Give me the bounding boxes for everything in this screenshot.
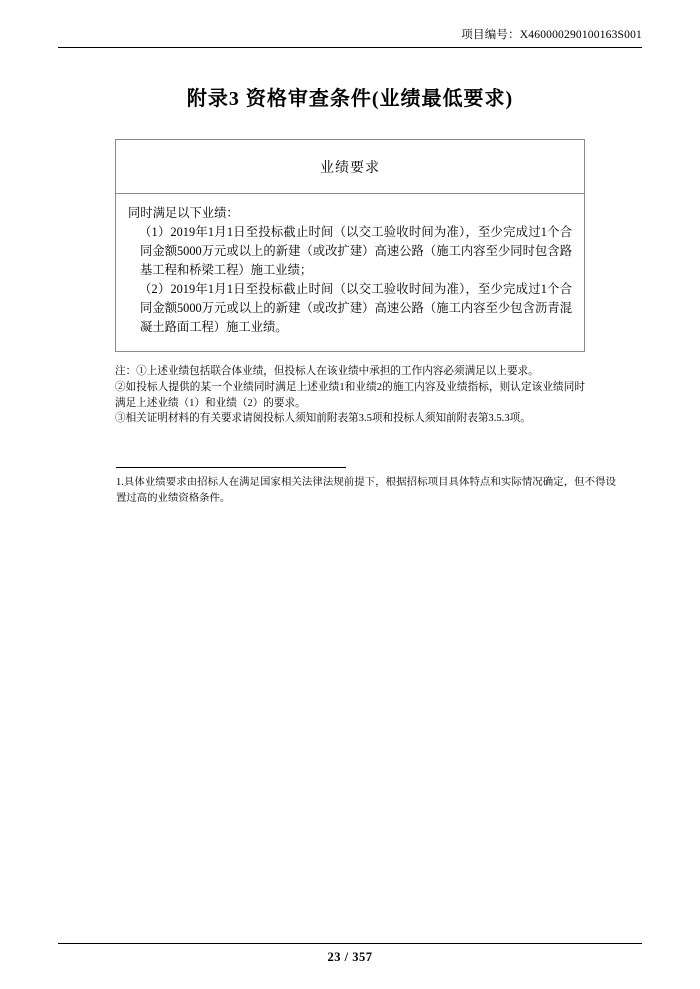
page-number: 23 / 357 bbox=[327, 950, 373, 964]
footnote-text: 1.具体业绩要求由招标人在满足国家相关法律法规前提下，根据招标项目具体特点和实际情况确定，但不得设置过高的业绩资格条件。 bbox=[116, 477, 616, 504]
requirement-intro: 同时满足以下业绩： bbox=[128, 206, 239, 220]
requirements-table-wrapper bbox=[115, 139, 585, 352]
table-header-row bbox=[116, 140, 585, 194]
footnote-block bbox=[116, 467, 616, 506]
requirements-table bbox=[115, 139, 585, 352]
page-header bbox=[58, 0, 642, 42]
notes-block bbox=[115, 364, 585, 427]
page-title: 附录3 资格审查条件(业绩最低要求) bbox=[186, 88, 514, 110]
project-number-value: X460000290100163S001 bbox=[519, 29, 642, 41]
page-footer bbox=[58, 943, 642, 965]
footer-divider bbox=[58, 943, 642, 944]
footnote-text-wrap bbox=[116, 475, 616, 506]
header-divider bbox=[58, 47, 642, 48]
note-3: ③相关证明材料的有关要求请阅投标人须知前附表第3.5项和投标人须知前附表第3.5.3项。 bbox=[115, 413, 531, 425]
table-body-row bbox=[116, 194, 585, 352]
footnote-divider bbox=[116, 467, 346, 468]
note-2: ②如投标人提供的某一个业绩同时满足上述业绩1和业绩2的施工内容及业绩指标，则认定该业绩同时满足上述业绩（1）和业绩（2）的要求。 bbox=[115, 382, 585, 409]
table-body-cell bbox=[116, 194, 585, 352]
requirement-item-2: （2）2019年1月1日至投标截止时间（以交工验收时间为准），至少完成过1个合同金额5000万元或以上的新建（或改扩建）高速公路（施工内容至少包含沥青混凝土路面工程）施工业绩。 bbox=[139, 282, 572, 335]
requirement-item-1: （1）2019年1月1日至投标截止时间（以交工验收时间为准），至少完成过1个合同金额5000万元或以上的新建（或改扩建）高速公路（施工内容至少同时包含路基工程和桥梁工程）施工业绩； bbox=[139, 225, 572, 278]
note-1: 注：①上述业绩包括联合体业绩，但投标人在该业绩中承担的工作内容必须满足以上要求。 bbox=[115, 366, 539, 378]
table-header-cell: 业绩要求 bbox=[116, 140, 585, 194]
project-number-label: 项目编号： bbox=[461, 29, 520, 41]
